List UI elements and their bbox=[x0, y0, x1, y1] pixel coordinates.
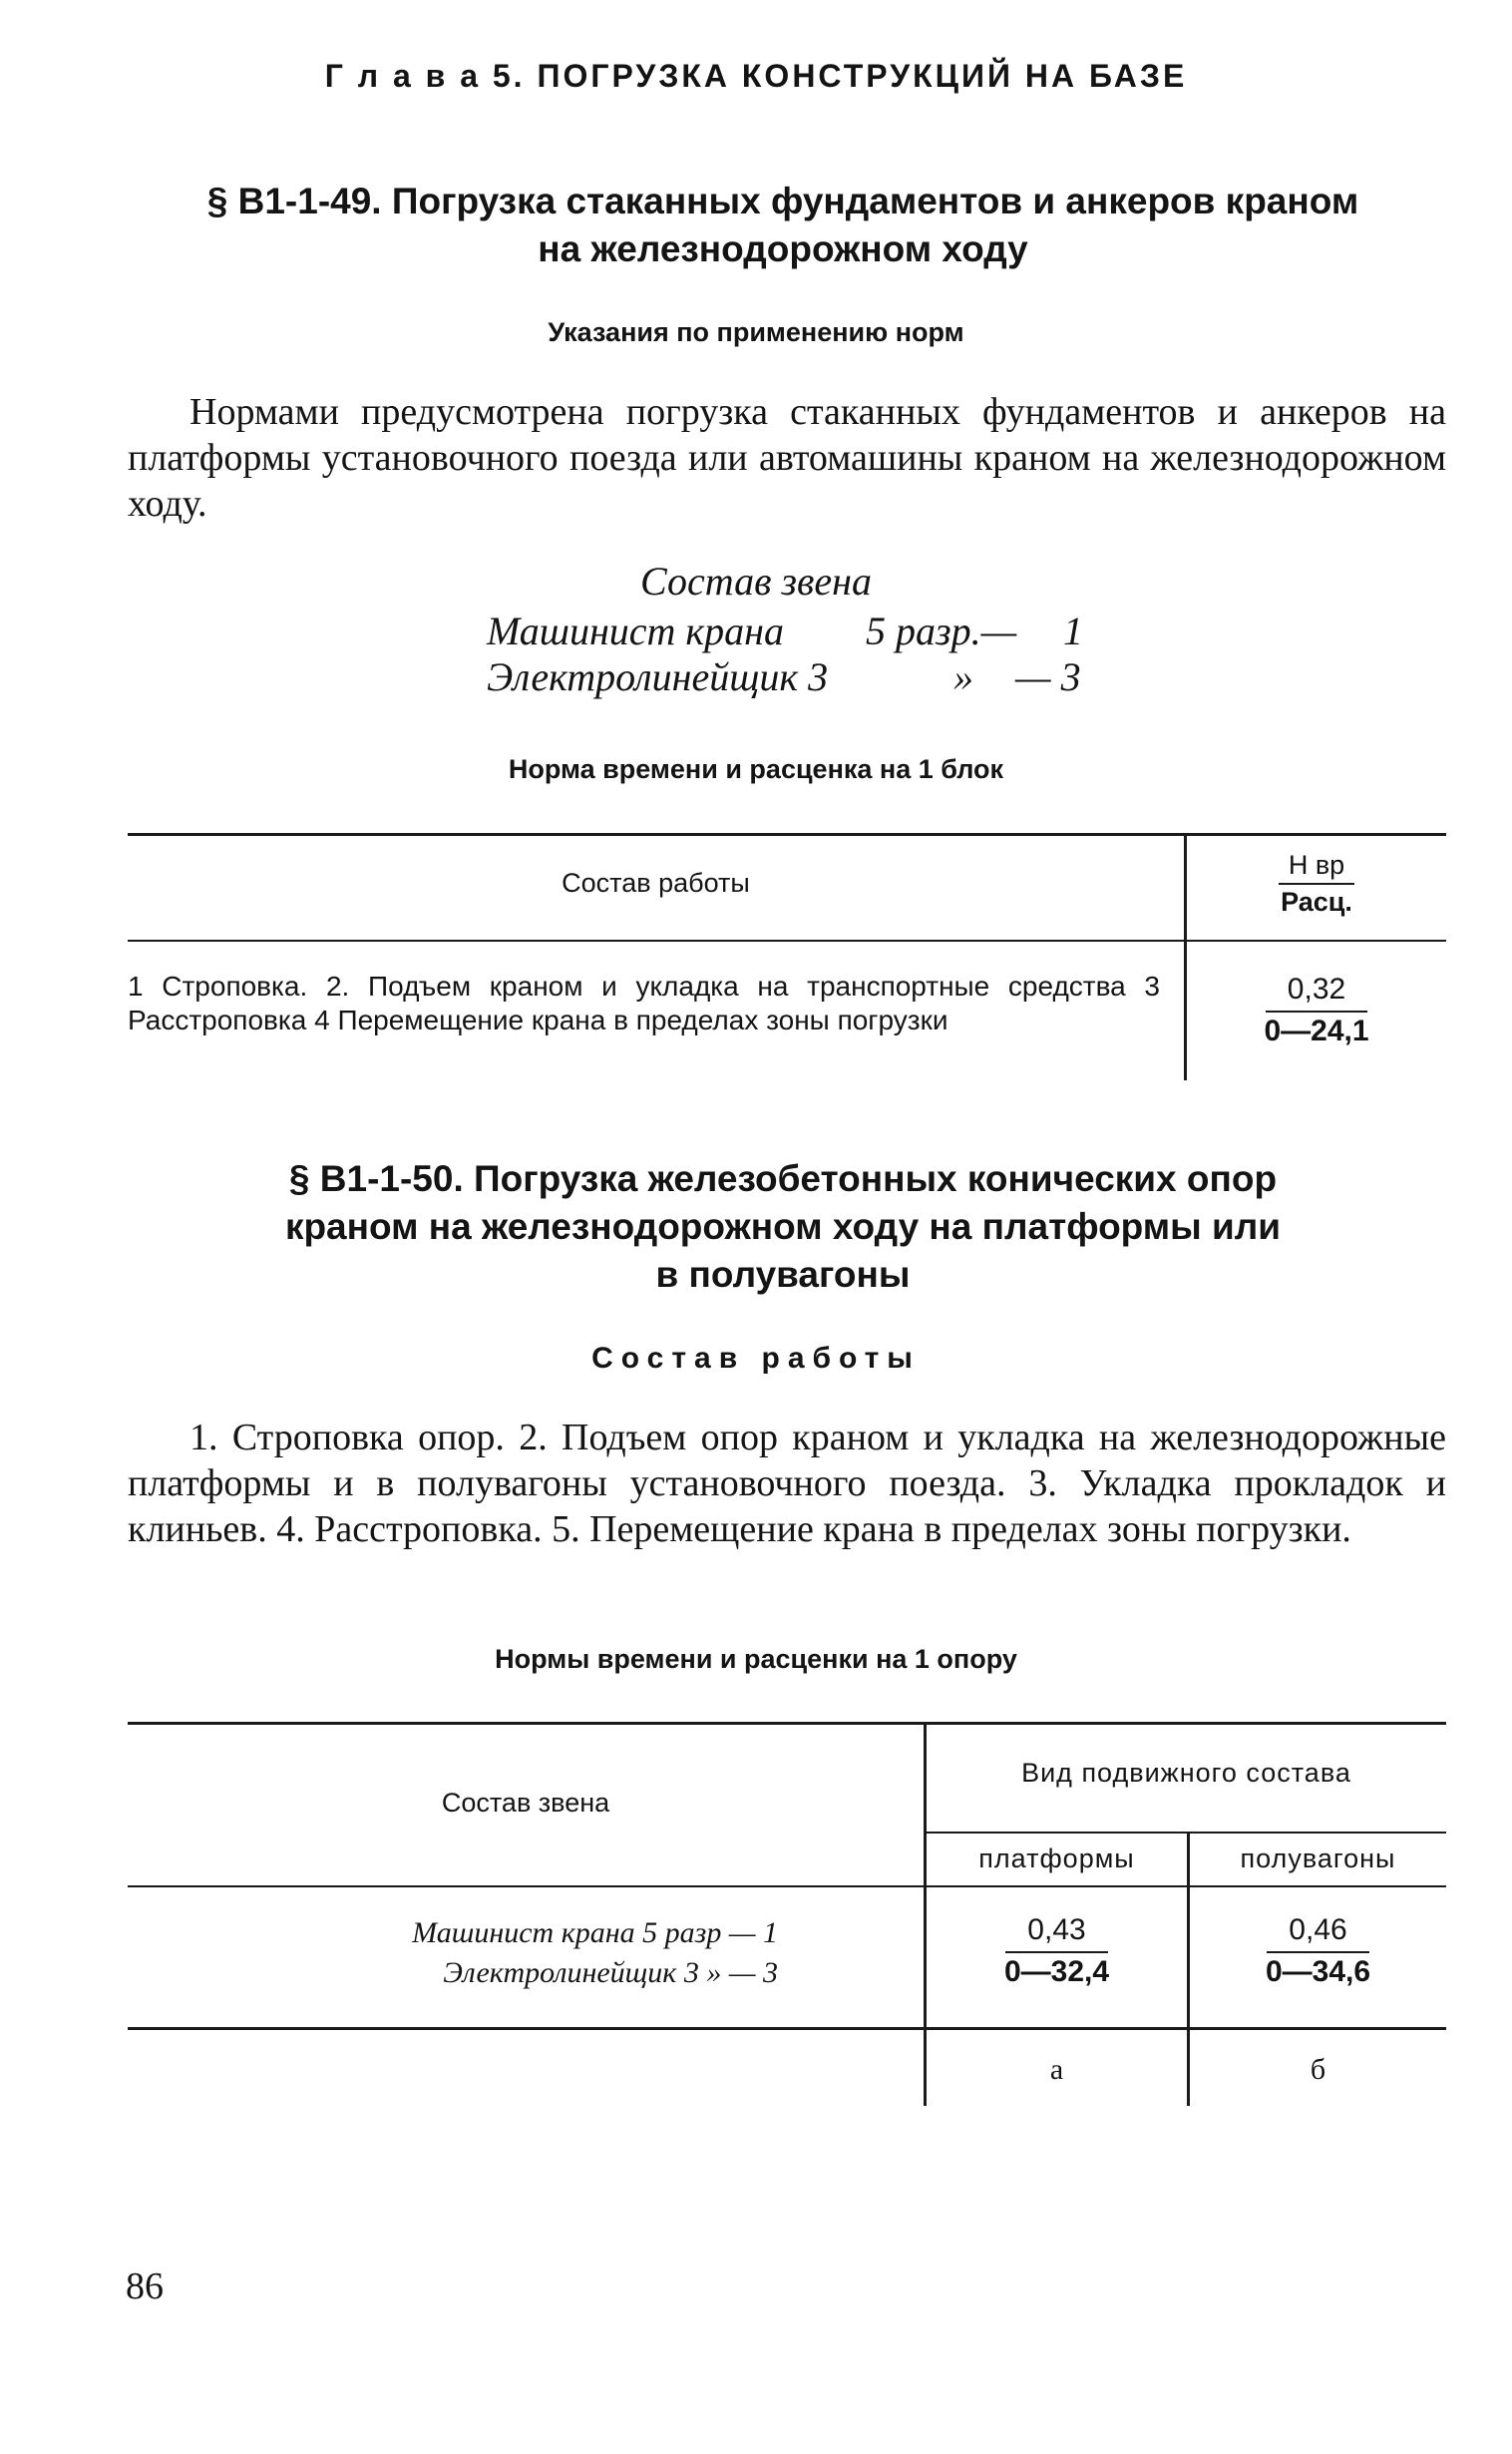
crew-count: 1 bbox=[1063, 609, 1083, 653]
crew-line: Электролинейщик 3 » — 3 bbox=[443, 1956, 778, 1989]
chapter-header: Г л а в а 5. ПОГРУЗКА КОНСТРУКЦИЙ НА БАЗЕ bbox=[324, 58, 1188, 94]
header-platforms: платформы bbox=[978, 1843, 1135, 1873]
table-rule bbox=[128, 833, 1446, 836]
gondolas-norm-rate bbox=[1190, 1913, 1446, 1989]
rate-value: 0—24,1 bbox=[1264, 1015, 1369, 1047]
time-norm: 0,32 bbox=[1266, 973, 1367, 1013]
crew-grade: 5 разр.— bbox=[866, 609, 1017, 653]
instructions-heading: Указания по применению норм bbox=[548, 317, 964, 347]
work-composition-paragraph: 1. Строповка опор. 2. Подъем опор краном и укладка на железнодорожные платформы и в полувагоны установочного поезда. 3. Укладка прокладок и клиньев. 4. Расстроповка. 5. Перемещение крана в пределах зоны погрузки. bbox=[128, 1417, 1446, 1550]
crew-cell bbox=[279, 1913, 778, 1993]
page-number: 86 bbox=[126, 2265, 164, 2307]
table-rule bbox=[128, 2027, 1446, 2030]
section-title-line: краном на железнодорожном ходу на платформы или bbox=[284, 1206, 1282, 1247]
crew-role: Машинист крана bbox=[487, 609, 784, 653]
header-rolling-stock: Вид подвижного состава bbox=[1021, 1758, 1351, 1788]
crew-count: — 3 bbox=[1015, 654, 1081, 699]
crew-role: Электролинейщик 3 bbox=[487, 654, 829, 699]
rate-value: 0—34,6 bbox=[1265, 1955, 1371, 1988]
crew-line bbox=[487, 654, 1105, 700]
table2-title: Нормы времени и расценки на 1 опору bbox=[495, 1644, 1017, 1674]
instructions-paragraph: Нормами предусмотрена погрузка стаканных фундаментов и анкеров на платформы установочного поезда или автомашины краном на железнодорожном ходу. bbox=[128, 391, 1446, 525]
work-composition-heading: Состав работы bbox=[591, 1342, 921, 1375]
rate-value: 0—32,4 bbox=[1003, 1955, 1110, 1988]
crew-line bbox=[487, 609, 1105, 654]
crew-line: Машинист крана 5 разр — 1 bbox=[412, 1916, 778, 1949]
table-rule bbox=[128, 1722, 1446, 1725]
column-index-a: а bbox=[1049, 2053, 1064, 2086]
platforms-norm-rate bbox=[927, 1913, 1187, 1989]
crew-composition bbox=[487, 609, 1105, 700]
crew-heading: Состав звена bbox=[639, 559, 872, 604]
time-norm: 0,43 bbox=[1005, 1913, 1107, 1953]
section-title-line: § В1-1-50. Погрузка железобетонных конических опор bbox=[288, 1158, 1278, 1199]
time-norm: 0,46 bbox=[1267, 1913, 1368, 1953]
table-rule bbox=[128, 940, 1446, 942]
section-title-line: § В1-1-49. Погрузка стаканных фундаментов и анкеров краном bbox=[206, 181, 1359, 221]
header-norm: Н вр bbox=[1279, 850, 1354, 885]
header-crew: Состав звена bbox=[441, 1788, 610, 1818]
table-rule bbox=[926, 1832, 1446, 1834]
work-composition-text: 1 Строповка. 2. Подъем краном и укладка на транспортные средства 3 Расстроповка 4 Перемещение крана в пределах зоны погрузки bbox=[128, 971, 1160, 1035]
column-index-b: б bbox=[1310, 2053, 1326, 2086]
crew-grade: » bbox=[953, 654, 973, 699]
header-work-composition: Состав работы bbox=[562, 868, 750, 898]
section-title-b1-1-49 bbox=[120, 178, 1446, 273]
header-gondolas: полувагоны bbox=[1240, 1843, 1396, 1873]
section-title-line: в полувагоны bbox=[655, 1254, 911, 1295]
header-rate: Расц. bbox=[1281, 887, 1352, 917]
table-rule bbox=[128, 1885, 1446, 1887]
norm-rate-value bbox=[1187, 973, 1446, 1048]
table1-title: Норма времени и расценка на 1 блок bbox=[508, 754, 1004, 784]
section-title-line: на железнодорожном ходу bbox=[538, 228, 1028, 269]
section-title-b1-1-50 bbox=[120, 1155, 1446, 1299]
header-norm-rate bbox=[1187, 850, 1446, 918]
